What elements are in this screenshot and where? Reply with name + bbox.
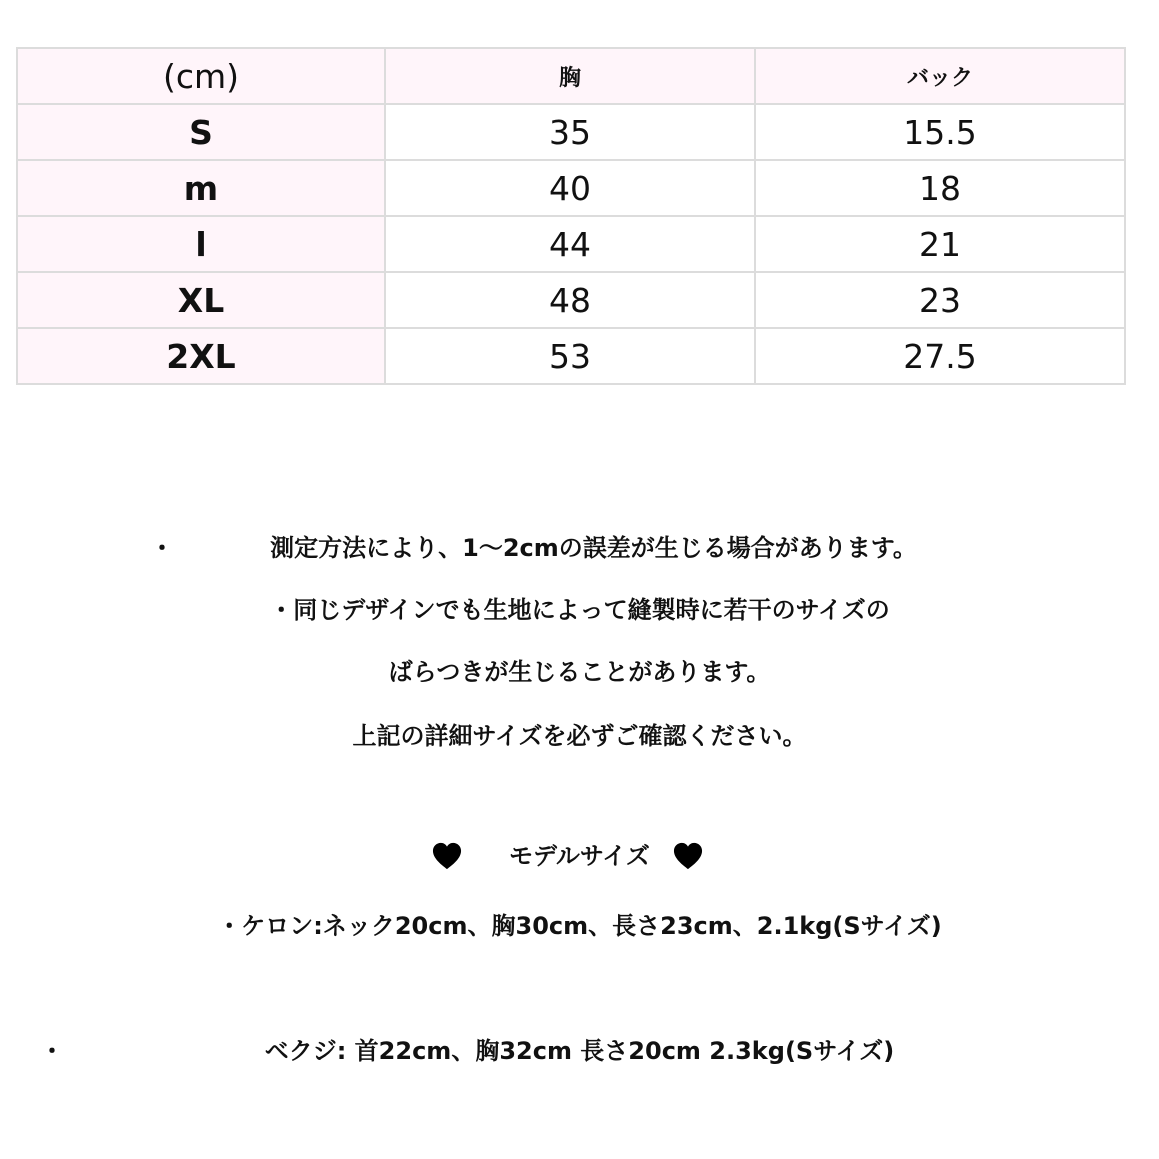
table-row	[17, 160, 1125, 216]
chest-cell: 53	[385, 328, 755, 384]
size-cell: XL	[17, 272, 385, 328]
size-cell: m	[17, 160, 385, 216]
table-header-row	[17, 48, 1125, 104]
model-bullet: ・	[40, 1037, 64, 1065]
heart-icon	[673, 841, 703, 871]
note-bullet: ・	[150, 534, 174, 562]
note-line-3: ばらつきが生じることがあります。	[388, 658, 771, 686]
note-line-4: 上記の詳細サイズを必ずご確認ください。	[352, 722, 807, 750]
note-line-1: 測定方法により、1〜2cmの誤差が生じる場合があります。	[270, 534, 917, 562]
back-cell: 23	[755, 272, 1125, 328]
model-line-1: ・ケロン:ネック20cm、胸30cm、長さ23cm、2.1kg(Sサイズ)	[217, 912, 942, 940]
size-cell: S	[17, 104, 385, 160]
size-table	[16, 47, 1126, 385]
chest-cell: 40	[385, 160, 755, 216]
unit-header: (cm)	[17, 48, 385, 104]
chest-cell: 35	[385, 104, 755, 160]
note-line-2: ・同じデザインでも生地によって縫製時に若干のサイズの	[269, 596, 890, 624]
size-cell: l	[17, 216, 385, 272]
back-cell: 15.5	[755, 104, 1125, 160]
back-cell: 18	[755, 160, 1125, 216]
size-cell: 2XL	[17, 328, 385, 384]
table-row	[17, 216, 1125, 272]
chest-header: 胸	[385, 48, 755, 104]
model-size-title: モデルサイズ	[509, 842, 650, 870]
back-cell: 27.5	[755, 328, 1125, 384]
chest-cell: 44	[385, 216, 755, 272]
model-line-2: ベクジ: 首22cm、胸32cm 長さ20cm 2.3kg(Sサイズ)	[264, 1037, 895, 1065]
back-header: バック	[755, 48, 1125, 104]
table-row	[17, 328, 1125, 384]
table-row	[17, 104, 1125, 160]
back-cell: 21	[755, 216, 1125, 272]
table-row	[17, 272, 1125, 328]
chest-cell: 48	[385, 272, 755, 328]
